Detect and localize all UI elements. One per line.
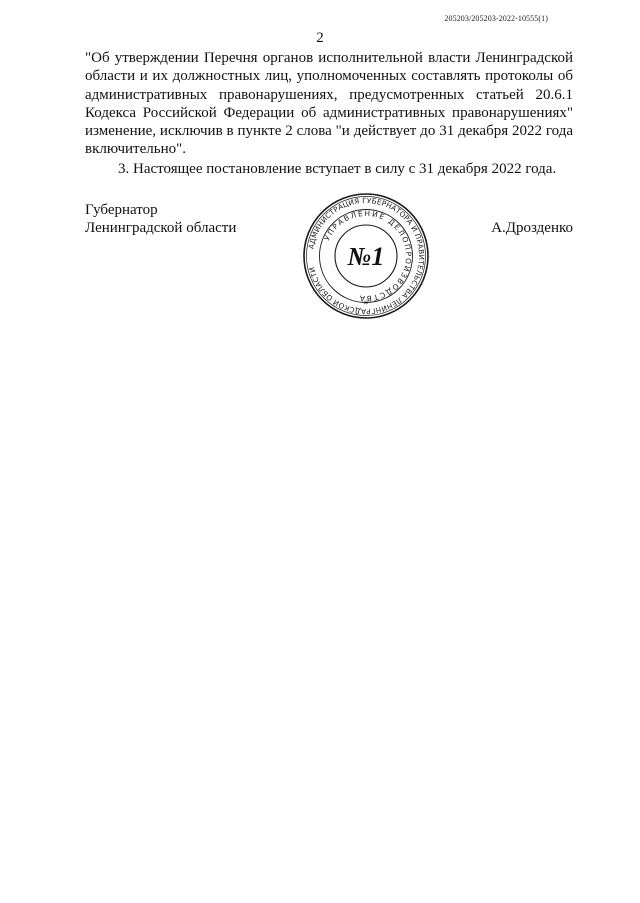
page-number: 2 (316, 30, 324, 46)
seal-number: №1 (347, 242, 385, 271)
paragraph-continued: "Об утверждении Перечня органов исполнительной власти Ленинградской области и их должностных лиц, уполномоченных составлять протоколы об административных правонарушениях, предусмотренных статьей 20.6.1 Кодекса Российской Федерации об административных правонарушениях" изменение, исключив в пункте 2 слова "и действует до 31 декабря 2022 года включительно". (85, 50, 573, 158)
seal-inner-text: УПРАВЛЕНИЕ ДЕЛОПРОИЗВОДСТВА (322, 208, 414, 304)
document-id: 205203/205203-2022-10555(1) (444, 14, 548, 23)
seal-star-icon: * (363, 300, 369, 310)
official-seal (302, 192, 430, 320)
document-body (85, 49, 573, 178)
signatory-name: А.Дрозденко (491, 220, 573, 236)
seal-stamp-icon (302, 192, 430, 320)
seal-outer-text: АДМИНИСТРАЦИЯ ГУБЕРНАТОРА И ПРАВИТЕЛЬСТВА ЛЕНИНГРАДСКОЙ ОБЛАСТИ (306, 195, 427, 317)
signatory-title-line-1: Губернатор (85, 202, 158, 218)
paragraph-3: 3. Настоящее постановление вступает в силу с 31 декабря 2022 года. (118, 160, 557, 177)
signatory-title-line-2: Ленинградской области (85, 220, 237, 237)
signatory-title (85, 201, 236, 238)
